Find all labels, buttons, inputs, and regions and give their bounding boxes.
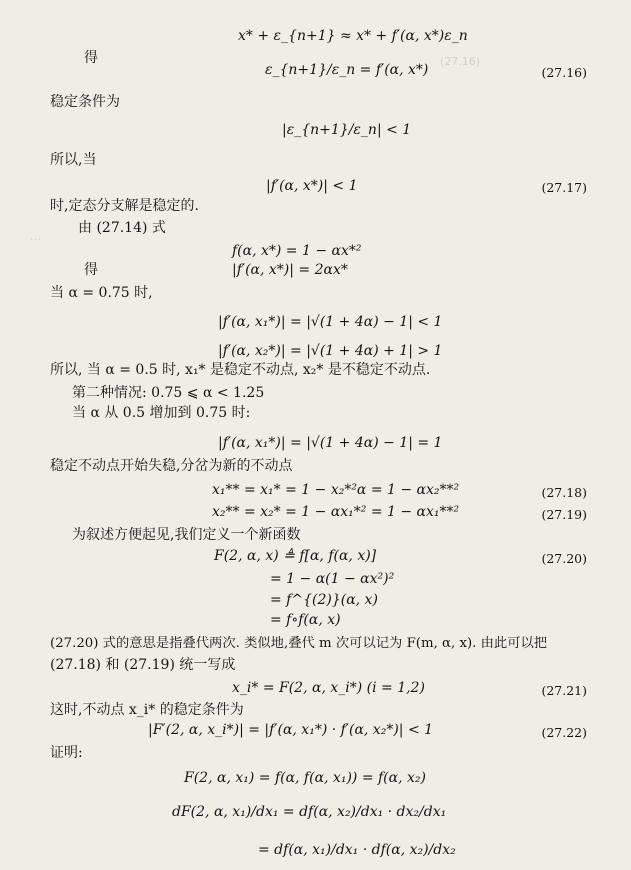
equation-line: |F′(2, α, x_i*)| = |f′(α, x₁*) · f′(α, x₂*)| < 1	[148, 722, 434, 738]
equation-line: ε_{n+1}/ε_n = f′(α, x*)	[265, 62, 429, 78]
text-line: 所以,当	[50, 152, 97, 168]
equation-line: |f′(α, x*)| = 2αx*	[232, 262, 348, 278]
text-line: 由 (27.14) 式	[78, 220, 166, 236]
equation-line: |ε_{n+1}/ε_n| < 1	[282, 122, 412, 138]
equation-number: (27.17)	[541, 180, 587, 195]
equation-line: |f′(α, x₂*)| = |√(1 + 4α) + 1| > 1	[218, 343, 443, 359]
equation-line: F(2, α, x₁) = f(α, f(α, x₁)) = f(α, x₂)	[184, 770, 426, 786]
equation-number: (27.18)	[541, 485, 587, 500]
equation-line: |f′(α, x₁*)| = |√(1 + 4α) − 1| < 1	[218, 314, 443, 330]
text-line: 得	[84, 262, 98, 278]
text-line: (27.20) 式的意思是指叠代两次. 类似地,叠代 m 次可以记为 F(m, α, x). 由此可以把	[50, 636, 548, 651]
equation-line: x₂** = x₂* = 1 − αx₁*² = 1 − αx₁**²	[212, 504, 460, 520]
equation-line: dF(2, α, x₁)/dx₁ = df(α, x₂)/dx₁ · dx₂/dx₁	[172, 804, 447, 820]
equation-line: = 1 − α(1 − αx²)²	[270, 571, 395, 587]
text-line: 稳定不动点开始失稳,分岔为新的不动点	[50, 458, 293, 474]
text-line: 为叙述方便起见,我们定义一个新函数	[72, 527, 301, 543]
equation-line: x_i* = F(2, α, x_i*) (i = 1,2)	[232, 680, 425, 696]
equation-number: (27.22)	[541, 725, 587, 740]
text-line: 当 α = 0.75 时,	[50, 285, 153, 301]
equation-line: = f∘f(α, x)	[270, 612, 341, 628]
text-line: 第二种情况: 0.75 ⩽ α < 1.25	[72, 385, 265, 401]
text-line: 时,定态分支解是稳定的.	[50, 198, 199, 214]
equation-line: |f′(α, x*)| < 1	[266, 178, 358, 194]
equation-number: (27.20)	[541, 551, 587, 566]
equation-line: = df(α, x₁)/dx₁ · df(α, x₂)/dx₂	[258, 842, 456, 858]
text-line: 稳定条件为	[50, 94, 120, 110]
text-line: (27.18) 和 (27.19) 统一写成	[50, 657, 236, 673]
equation-line: |f′(α, x₁*)| = |√(1 + 4α) − 1| = 1	[218, 435, 443, 451]
equation-line: x* + ε_{n+1} ≈ x* + f′(α, x*)ε_n	[238, 28, 468, 44]
equation-number: (27.19)	[541, 507, 587, 522]
equation-number: (27.16)	[541, 65, 587, 80]
text-line: 所以, 当 α = 0.5 时, x₁* 是稳定不动点, x₂* 是不稳定不动点.	[50, 362, 431, 378]
equation-number: (27.21)	[541, 683, 587, 698]
equation-line: x₁** = x₁* = 1 − x₂*²α = 1 − αx₂**²	[212, 482, 460, 498]
bleed-through-text: …	[30, 230, 41, 243]
equation-line: F(2, α, x) ≜ f[α, f(α, x)]	[214, 548, 377, 564]
equation-line: f(α, x*) = 1 − αx*²	[232, 243, 362, 259]
bleed-through-text: (27.16)	[440, 55, 481, 68]
text-line: 当 α 从 0.5 增加到 0.75 时:	[72, 405, 251, 421]
equation-line: = f^{(2)}(α, x)	[270, 592, 378, 608]
text-line: 这时,不动点 x_i* 的稳定条件为	[50, 702, 244, 718]
text-line: 证明:	[50, 745, 83, 761]
text-line: 得	[84, 50, 98, 66]
